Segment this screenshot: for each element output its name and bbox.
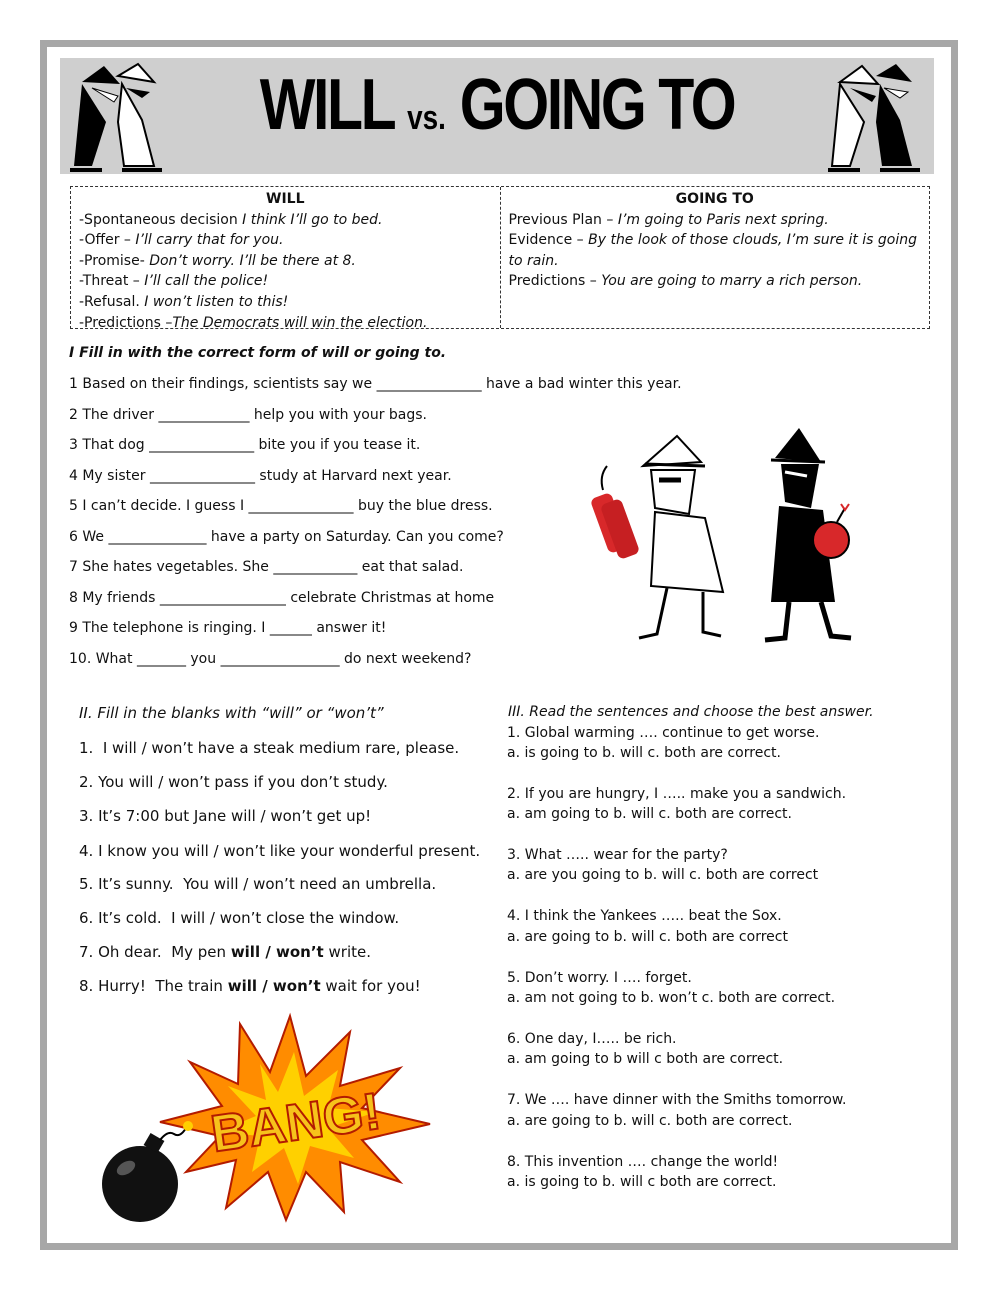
section1-title: I Fill in with the correct form of will or going to. (69, 345, 447, 361)
section3-question: 6. One day, I….. be rich. (507, 1031, 677, 1047)
going-to-header: GOING TO (675, 191, 754, 207)
section1-item: 1 Based on their findings, scientists say we _______________ have a bad winter this year. (69, 376, 682, 392)
section3-options: a. is going to b. will c. both are correct. (507, 745, 781, 761)
page-title (139, 64, 856, 146)
will-rule: -Threat – I’ll call the police! (79, 273, 269, 290)
section1-item: 5 I can’t decide. I guess I _______________ buy the blue dress. (69, 498, 493, 514)
section2-item: 7. Oh dear. My pen will / won’t write. (79, 943, 371, 961)
will-rules-column (71, 187, 500, 331)
section3-question: 5. Don’t worry. I …. forget. (507, 970, 692, 986)
section2-item: 3. It’s 7:00 but Jane will / won’t get up! (79, 807, 372, 825)
will-header: WILL (266, 191, 305, 207)
section3-options: a. is going to b. will c both are correct. (507, 1174, 777, 1190)
going-to-rules-column (500, 187, 930, 328)
section3-options: a. am going to b. will c. both are correct. (507, 806, 792, 822)
section3-options: a. am not going to b. won’t c. both are correct. (507, 990, 836, 1006)
section3-question: 4. I think the Yankees ….. beat the Sox. (507, 908, 782, 924)
section2-item: 6. It’s cold. I will / won’t close the window. (79, 909, 400, 927)
spy-vs-spy-left-icon (62, 62, 174, 174)
section1-item: 2 The driver _____________ help you with your bags. (69, 407, 427, 423)
section3-options: a. am going to b will c both are correct. (507, 1051, 784, 1067)
section3-options: a. are going to b. will c. both are correct (507, 929, 788, 945)
section1-item: 10. What _______ you _________________ do next weekend? (69, 651, 472, 667)
section2-item: 2. You will / won’t pass if you don’t study. (79, 773, 388, 791)
will-rule: -Promise- Don’t worry. I’ll be there at 8. (79, 252, 356, 269)
section2-item: 4. I know you will / won’t like your wonderful present. (79, 842, 481, 860)
section2-item: 5. It’s sunny. You will / won’t need an umbrella. (79, 875, 437, 893)
section3-options: a. are going to b. will c. both are correct. (507, 1113, 793, 1129)
section1-item: 3 That dog _______________ bite you if you tease it. (69, 437, 421, 453)
section1-item: 4 My sister _______________ study at Harvard next year. (69, 468, 452, 484)
section1-item: 6 We ______________ have a party on Saturday. Can you come? (69, 529, 504, 545)
bomb-icon (102, 1146, 178, 1222)
will-rule: -Offer – I’ll carry that for you. (79, 232, 284, 249)
going-to-rule: Predictions – You are going to marry a rich person. (508, 273, 863, 290)
section1-item: 8 My friends __________________ celebrate Christmas at home (69, 590, 495, 606)
section1-item: 9 The telephone is ringing. I ______ answer it! (69, 620, 387, 636)
section2-title: II. Fill in the blanks with “will” or “won’t” (79, 704, 384, 722)
going-to-rule: Previous Plan – I’m going to Paris next spring. (508, 211, 829, 228)
section3-question: 8. This invention …. change the world! (507, 1154, 779, 1170)
section2-item: 8. Hurry! The train will / won’t wait for you! (79, 977, 421, 995)
bang-bomb-illustration (100, 1012, 480, 1224)
title-going-to: GOING TO (459, 65, 735, 145)
section3-question: 7. We …. have dinner with the Smiths tomorrow. (507, 1092, 847, 1108)
title-banner (60, 58, 934, 174)
section3-question: 1. Global warming …. continue to get worse. (507, 725, 820, 741)
will-rule: -Refusal. I won’t listen to this! (79, 293, 289, 310)
section3-title: III. Read the sentences and choose the best answer. (508, 704, 874, 720)
bang-text: BANG! (207, 1082, 385, 1164)
will-rule: -Spontaneous decision I think I’ll go to bed. (79, 211, 383, 228)
section2-item: 1. I will / won’t have a steak medium rare, please. (79, 739, 460, 757)
section1-item: 7 She hates vegetables. She ____________ eat that salad. (69, 559, 464, 575)
title-will: WILL (259, 65, 394, 145)
will-rule: -Predictions –The Democrats will win the election. (79, 314, 428, 331)
section3-options: a. are you going to b. will c. both are correct (507, 867, 819, 883)
going-to-rule: Evidence – By the look of those clouds, I’m sure it is going to rain. (508, 232, 918, 269)
spy-vs-spy-right-icon (820, 62, 932, 174)
rules-table (70, 186, 930, 329)
section3-question: 2. If you are hungry, I ….. make you a sandwich. (507, 786, 847, 802)
spies-with-bombs-illustration (585, 422, 875, 652)
section3-question: 3. What ….. wear for the party? (507, 847, 728, 863)
title-vs: vs. (407, 99, 446, 137)
